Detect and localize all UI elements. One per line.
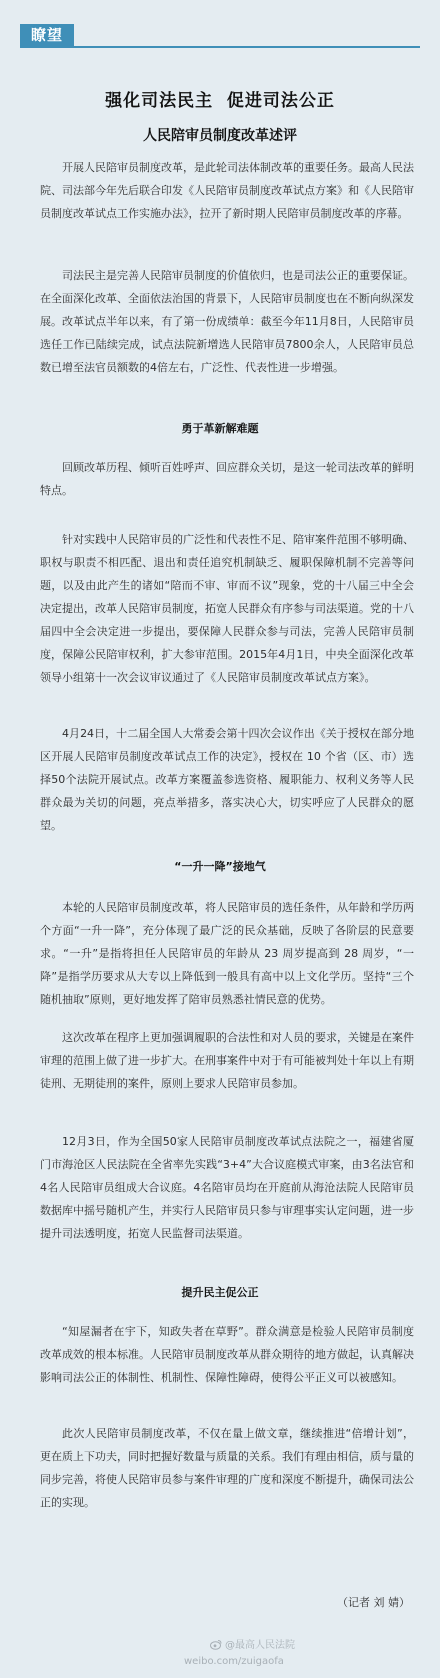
paragraph: 开展人民陪审员制度改革，是此轮司法体制改革的重要任务。最高人民法院、司法部今年先后联合印发《人民陪审员制度改革试点方案》和《人民陪审员制度改革试点工作实施办法》，拉开了新时期人民陪审员制度改革的序幕。 <box>40 161 414 220</box>
watermark-url: weibo.com/zuigaofa <box>184 1656 284 1667</box>
weibo-icon <box>210 1639 222 1653</box>
paragraph: 此次人民陪审员制度改革，不仅在量上做文章，继续推进“倍增计划”，更在质上下功夫，同时把握好数量与质量的关系。我们有理由相信，质与量的同步完善，将使人民陪审员参与案件审理的广度和深度不断提升，确保司法公正的实现。 <box>40 1427 414 1509</box>
article-title: 强化司法民主 促进司法公正 <box>105 91 335 111</box>
paragraph: 司法民主是完善人民陪审员制度的价值依归，也是司法公正的重要保证。在全面深化改革、全面依法治国的背景下，人民陪审员制度也在不断向纵深发展。改革试点半年以来，有了第一份成绩单：截至今年11月8日，人民陪审员选任工作已陆续完成，试点法院新增选人民陪审员7800余人，人民陪审员总数已增至法官员额数的4倍左右，广泛性、代表性进一步增强。 <box>40 269 414 374</box>
reporter-byline: （记者 刘 婧） <box>337 1596 410 1609</box>
header-rule <box>20 46 420 48</box>
paragraph: 本轮的人民陪审员制度改革，将人民陪审员的选任条件，从年龄和学历两个方面“一升一降”，充分体现了最广泛的民众基础，反映了各阶层的民意要求。“一升”是指将担任人民陪审员的年龄从 23 周岁提高到 28 周岁，“一降”是指学历要求从大专以上降低到一般具有高中以上文化学历。坚持“三个随机抽取”原则，更好地发挥了陪审员熟悉社情民意的优势。 <box>40 901 414 1006</box>
column-tag: 瞭望 <box>20 24 74 46</box>
paragraph: 12月3日，作为全国50家人民陪审员制度改革试点法院之一，福建省厦门市海沧区人民法院在全省率先实践“3+4”大合议庭模式审案，由3名法官和4名人民陪审员组成大合议庭。4名陪审员均在开庭前从海沧法院人民陪审员数据库中摇号随机产生，并实行人民陪审员只参与审理事实认定问题，进一步提升司法透明度，拓宽人民监督司法渠道。 <box>40 1135 414 1240</box>
paragraph: 这次改革在程序上更加强调履职的合法性和对人员的要求，关键是在案件审理的范围上做了进一步扩大。在刑事案件中对于有可能被判处十年以上有期徒刑、无期徒刑的案件，原则上要求人民陪审员参加。 <box>40 1031 414 1090</box>
section-heading: 提升民主促公正 <box>181 1286 259 1299</box>
paragraph: 回顾改革历程、倾听百姓呼声、回应群众关切，是这一轮司法改革的鲜明特点。 <box>40 461 414 497</box>
paragraph: “知屋漏者在宇下，知政失者在草野”。群众满意是检验人民陪审员制度改革成效的根本标准。人民陪审员制度改革从群众期待的地方做起，认真解决影响司法公正的体制性、机制性、保障性障碍，使得公平正义可以被感知。 <box>40 1325 414 1384</box>
section-heading: “一升一降”接地气 <box>174 860 266 873</box>
article-subtitle: 人民陪审员制度改革述评 <box>143 128 297 144</box>
section-heading: 勇于革新解难题 <box>181 422 259 435</box>
watermark-account: @最高人民法院 <box>225 1640 295 1651</box>
weibo-watermark <box>210 1636 295 1653</box>
paragraph: 针对实践中人民陪审员的广泛性和代表性不足、陪审案件范围不够明确、职权与职责不相匹配、退出和责任追究机制缺乏、履职保障机制不完善等问题，以及由此产生的诸如“陪而不审、审而不议”现象，党的十八届三中全会决定提出，改革人民陪审员制度，拓宽人民群众有序参与司法渠道。党的十八届四中全会决定进一步提出，要保障人民群众参与司法，完善人民陪审员制度，保障公民陪审权利，扩大参审范围。2015年4月1日，中央全面深化改革领导小组第十一次会议审议通过了《人民陪审员制度改革试点方案》。 <box>40 533 414 684</box>
paragraph: 4月24日，十二届全国人大常委会第十四次会议作出《关于授权在部分地区开展人民陪审员制度改革试点工作的决定》，授权在 10 个省（区、市）选择50个法院开展试点。改革方案覆盖参选资格、履职能力、权利义务等人民群众最为关切的问题，亮点举措多，落实决心大，切实呼应了人民群众的愿望。 <box>40 727 414 832</box>
